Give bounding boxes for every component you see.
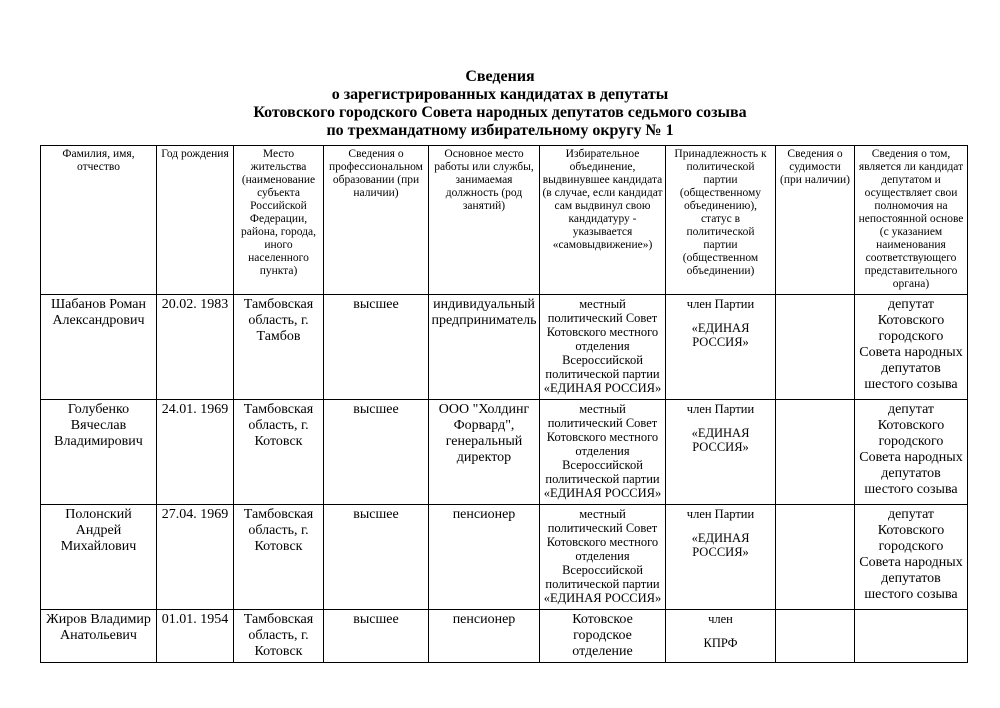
- cell-name: Полонский Андрей Михайлович: [41, 505, 157, 610]
- cell-residence: Тамбовская область, г. Тамбов: [234, 295, 324, 400]
- party-name: «ЕДИНАЯ РОССИЯ»: [691, 321, 750, 349]
- cell-birth: 01.01. 1954: [157, 610, 234, 663]
- cell-name: Голубенко Вячеслав Владимирович: [41, 400, 157, 505]
- title-line-1: Сведения: [465, 68, 535, 85]
- column-header-association: Избирательное объединение, выдвинувшее кандидата (в случае, если кандидат сам выдвинул свою кандидатуру - указывается «самовыдвижение»): [540, 146, 666, 295]
- table-row: [41, 400, 968, 505]
- cell-association: местный политический Совет Котовского местного отделения Всероссийской политической партии «ЕДИНАЯ РОССИЯ»: [540, 400, 666, 505]
- cell-party: [666, 400, 776, 505]
- cell-association: местный политический Совет Котовского местного отделения Всероссийской политической партии «ЕДИНАЯ РОССИЯ»: [540, 295, 666, 400]
- party-name: «ЕДИНАЯ РОССИЯ»: [691, 426, 750, 454]
- cell-name: Шабанов Роман Александрович: [41, 295, 157, 400]
- column-header-deputy: Сведения о том, является ли кандидат депутатом и осуществляет свои полномочия на непостоянной основе (с указанием наименования соответствующего представительного органа): [855, 146, 968, 295]
- column-header-birth: Год рождения: [157, 146, 234, 295]
- cell-deputy: депутат Котовского городского Совета народных депутатов шестого созыва: [855, 295, 968, 400]
- cell-education: высшее: [324, 505, 429, 610]
- cell-birth: 24.01. 1969: [157, 400, 234, 505]
- cell-association: Котовское городское отделение: [540, 610, 666, 663]
- header-row: [41, 146, 968, 295]
- column-header-name: Фамилия, имя, отчество: [41, 146, 157, 295]
- table-row: [41, 610, 968, 663]
- cell-residence: Тамбовская область, г. Котовск: [234, 400, 324, 505]
- cell-conviction: [776, 295, 855, 400]
- document-title: [0, 68, 1000, 140]
- cell-party: [666, 610, 776, 663]
- column-header-conviction: Сведения о судимости (при наличии): [776, 146, 855, 295]
- cell-residence: Тамбовская область, г. Котовск: [234, 610, 324, 663]
- column-header-education: Сведения о профессиональном образовании (при наличии): [324, 146, 429, 295]
- table-row: [41, 295, 968, 400]
- table-row: [41, 505, 968, 610]
- party-status: член Партии: [686, 507, 755, 521]
- cell-party: [666, 505, 776, 610]
- cell-birth: 27.04. 1969: [157, 505, 234, 610]
- cell-work: пенсионер: [429, 610, 540, 663]
- party-name: «ЕДИНАЯ РОССИЯ»: [691, 531, 750, 559]
- cell-education: высшее: [324, 610, 429, 663]
- cell-deputy: депутат Котовского городского Совета народных депутатов шестого созыва: [855, 400, 968, 505]
- cell-birth: 20.02. 1983: [157, 295, 234, 400]
- cell-work: ООО "Холдинг Форвард", генеральный директор: [429, 400, 540, 505]
- cell-work: пенсионер: [429, 505, 540, 610]
- column-header-work: Основное место работы или службы, занимаемая должность (род занятий): [429, 146, 540, 295]
- cell-association: местный политический Совет Котовского местного отделения Всероссийской политической партии «ЕДИНАЯ РОССИЯ»: [540, 505, 666, 610]
- cell-work: индивидуальный предприниматель: [429, 295, 540, 400]
- party-status: член Партии: [686, 297, 755, 311]
- cell-deputy: депутат Котовского городского Совета народных депутатов шестого созыва: [855, 505, 968, 610]
- cell-conviction: [776, 400, 855, 505]
- title-line-3: Котовского городского Совета народных депутатов седьмого созыва: [253, 104, 747, 121]
- cell-residence: Тамбовская область, г. Котовск: [234, 505, 324, 610]
- title-line-4: по трехмандатному избирательному округу № 1: [326, 122, 674, 139]
- cell-conviction: [776, 610, 855, 663]
- cell-deputy: [855, 610, 968, 663]
- cell-education: высшее: [324, 400, 429, 505]
- party-status: член Партии: [686, 402, 755, 416]
- column-header-residence: Место жительства (наименование субъекта Российской Федерации, района, города, иного населенного пункта): [234, 146, 324, 295]
- cell-conviction: [776, 505, 855, 610]
- party-status: член: [708, 612, 733, 626]
- cell-name: Жиров Владимир Анатольевич: [41, 610, 157, 663]
- cell-education: высшее: [324, 295, 429, 400]
- title-line-2: о зарегистрированных кандидатах в депутаты: [331, 86, 669, 103]
- candidates-table: [40, 145, 968, 663]
- column-header-party: Принадлежность к политической партии (общественному объединению), статус в политической партии (общественном объединении): [666, 146, 776, 295]
- party-name: КПРФ: [703, 636, 738, 650]
- cell-party: [666, 295, 776, 400]
